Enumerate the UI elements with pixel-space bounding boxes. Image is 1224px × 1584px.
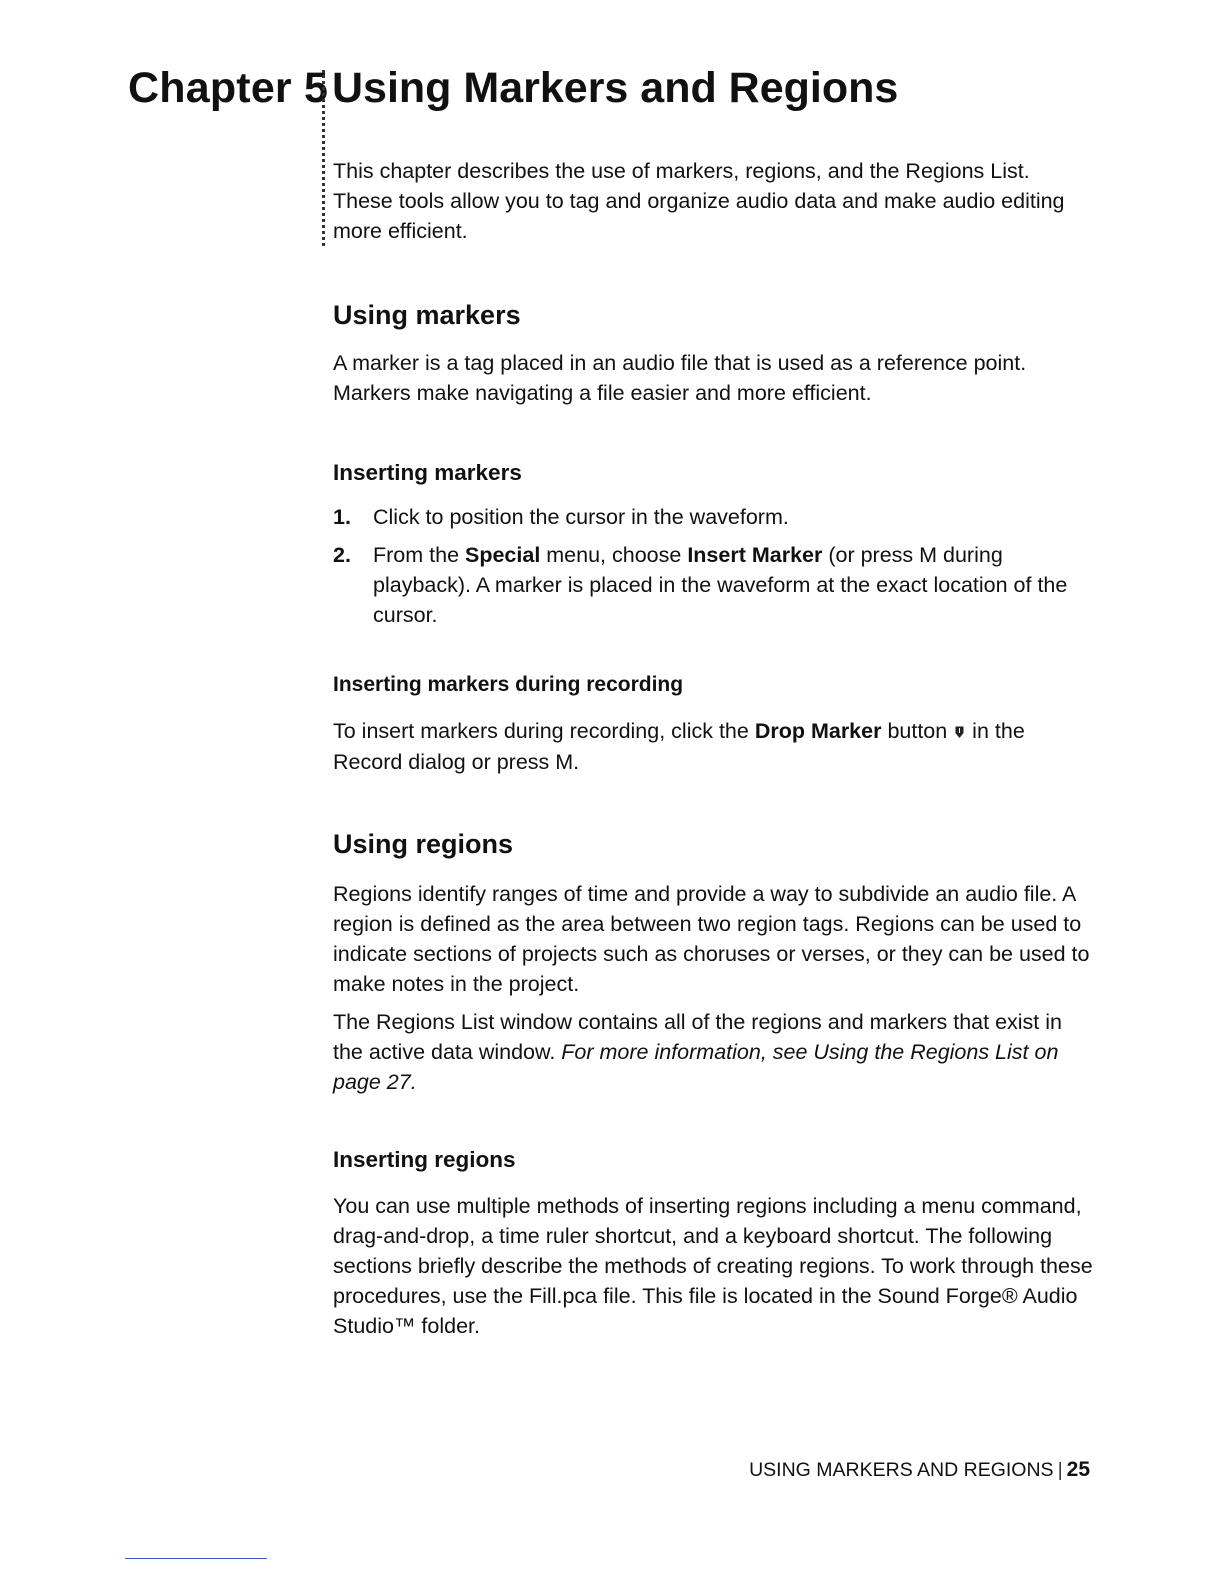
step-text-post: (or press M during playback). A marker is placed in the waveform at the exact location of the cursor. xyxy=(373,543,1068,627)
step-number: 2. xyxy=(333,543,351,567)
heading-inserting-regions: Inserting regions xyxy=(333,1147,516,1173)
footer-section-title: USING MARKERS AND REGIONS xyxy=(749,1459,1054,1481)
heading-using-regions: Using regions xyxy=(333,829,514,860)
cross-reference-link: For more information, see Using the Regions List on page 27. xyxy=(333,1040,1059,1095)
page-footer xyxy=(749,1458,1090,1482)
using-regions-body2-text: The Regions List window contains all of the regions and markers that exist in the active data window. xyxy=(333,1010,1062,1065)
using-regions-body1: Regions identify ranges of time and provide a way to subdivide an audio file. A region is defined as the area between two region tags. Regions can be used to indicate sections of projects such as choruses or verses, or they can be used to make notes in the project. xyxy=(333,882,1090,997)
during-recording-body xyxy=(333,716,1093,777)
step-text-pre: From the xyxy=(373,543,465,567)
during-recording-pre: To insert markers during recording, click the xyxy=(333,719,755,743)
step-text: Click to position the cursor in the waveform. xyxy=(373,505,789,529)
menu-name-special: Special xyxy=(465,543,541,567)
step-number: 1. xyxy=(333,505,351,529)
page-content xyxy=(333,156,1093,1341)
heading-inserting-markers: Inserting markers xyxy=(333,460,522,485)
step-item xyxy=(333,502,1093,532)
footer-separator: | xyxy=(1057,1459,1063,1481)
page-number: 25 xyxy=(1066,1458,1090,1481)
drop-marker-label: Drop Marker xyxy=(754,719,882,743)
chapter-label: Chapter 5 xyxy=(128,64,329,112)
step-text-mid: menu, choose xyxy=(540,543,688,567)
step-item xyxy=(333,540,1093,630)
using-regions-body2 xyxy=(333,1007,1093,1097)
drop-marker-icon xyxy=(955,717,964,747)
chapter-title: Using Markers and Regions xyxy=(332,64,899,112)
inserting-regions-body: You can use multiple methods of inserting regions including a menu command, drag-and-drop, a time ruler shortcut, and a keyboard shortcut. The following sections briefly describe the methods of creating regions. To work through these procedures, use the Fill.pca file. This file is located in the Sound Forge® Audio Studio™ folder. xyxy=(333,1194,1093,1339)
inserting-markers-steps xyxy=(333,502,1093,630)
during-recording-mid: button xyxy=(881,719,948,743)
chapter-intro: This chapter describes the use of markers, regions, and the Regions List. These tools allow you to tag and organize audio data and make audio editing more efficient. xyxy=(333,159,1065,243)
heading-markers-during-recording: Inserting markers during recording xyxy=(333,673,684,696)
heading-using-markers: Using markers xyxy=(333,300,521,330)
bottom-rule xyxy=(125,1558,267,1559)
using-markers-body: A marker is a tag placed in an audio file that is used as a reference point. Markers make navigating a file easier and more efficient. xyxy=(333,351,1027,405)
chapter-divider xyxy=(322,70,325,246)
during-recording-post: in the Record dialog or press M. xyxy=(333,719,1025,775)
command-insert-marker: Insert Marker xyxy=(687,543,823,567)
